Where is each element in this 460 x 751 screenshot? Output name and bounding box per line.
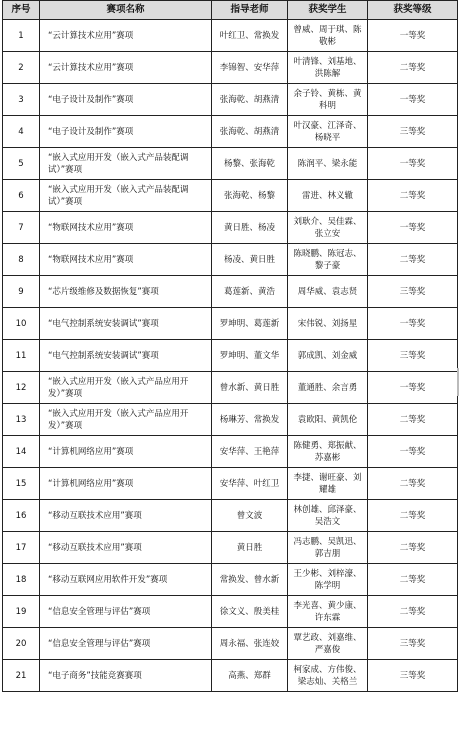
table-row [3, 500, 458, 532]
cell-award: 一等奖 [368, 372, 458, 404]
cell-students: 袁欧阳、黄凯伦 [288, 404, 368, 436]
cell-teachers: 张海乾、胡燕清 [212, 84, 288, 116]
table-row [3, 532, 458, 564]
cell-teachers: 黄日胜、杨凌 [212, 212, 288, 244]
table-row [3, 244, 458, 276]
cell-teachers: 杨凌、黄日胜 [212, 244, 288, 276]
cell-teachers: 罗坤明、董文华 [212, 340, 288, 372]
cell-project: “嵌入式应用开发（嵌入式产品应用开发）”赛项 [40, 372, 212, 404]
cell-no: 1 [3, 20, 40, 52]
cell-students: 叶汉豪、江泽奇、杨晓平 [288, 116, 368, 148]
cell-teachers: 高燕、郑群 [212, 660, 288, 692]
cell-students: 陈健勇、郑振献、苏嘉彬 [288, 436, 368, 468]
cell-teachers: 张海乾、胡燕清 [212, 116, 288, 148]
scroll-indicator [457, 368, 459, 396]
cell-award: 二等奖 [368, 468, 458, 500]
cell-award: 一等奖 [368, 148, 458, 180]
cell-award: 三等奖 [368, 340, 458, 372]
header-row [3, 1, 458, 20]
cell-no: 6 [3, 180, 40, 212]
cell-students: 陈晓鹏、陈冠志、黎子豪 [288, 244, 368, 276]
cell-no: 7 [3, 212, 40, 244]
cell-no: 11 [3, 340, 40, 372]
cell-no: 13 [3, 404, 40, 436]
cell-no: 17 [3, 532, 40, 564]
cell-award: 三等奖 [368, 628, 458, 660]
cell-students: 柯家成、方伟俊、梁志灿、关格兰 [288, 660, 368, 692]
table-row [3, 660, 458, 692]
cell-students: 刘耿介、吴佳霖、张立安 [288, 212, 368, 244]
cell-award: 二等奖 [368, 596, 458, 628]
cell-project: “嵌入式应用开发（嵌入式产品应用开发）”赛项 [40, 404, 212, 436]
award-table [2, 0, 458, 692]
cell-no: 12 [3, 372, 40, 404]
cell-award: 一等奖 [368, 212, 458, 244]
cell-no: 21 [3, 660, 40, 692]
cell-project: “嵌入式应用开发（嵌入式产品装配调试）”赛项 [40, 148, 212, 180]
cell-award: 二等奖 [368, 532, 458, 564]
cell-no: 5 [3, 148, 40, 180]
table-row [3, 564, 458, 596]
cell-project: “电子设计及制作”赛项 [40, 116, 212, 148]
cell-students: 周华威、袁志贤 [288, 276, 368, 308]
table-row [3, 340, 458, 372]
cell-no: 10 [3, 308, 40, 340]
cell-project: “移动互联网应用软件开发”赛项 [40, 564, 212, 596]
cell-teachers: 罗坤明、葛莲新 [212, 308, 288, 340]
table-row [3, 436, 458, 468]
cell-teachers: 曾水新、黄日胜 [212, 372, 288, 404]
cell-teachers: 安华萍、叶红卫 [212, 468, 288, 500]
table-row [3, 52, 458, 84]
cell-project: “电子商务”技能竞赛赛项 [40, 660, 212, 692]
cell-project: “移动互联技术应用”赛项 [40, 532, 212, 564]
cell-project: “电子设计及制作”赛项 [40, 84, 212, 116]
cell-teachers: 张海乾、杨黎 [212, 180, 288, 212]
cell-award: 二等奖 [368, 244, 458, 276]
cell-students: 陈润平、梁永能 [288, 148, 368, 180]
table-row [3, 276, 458, 308]
cell-teachers: 杨黎、张海乾 [212, 148, 288, 180]
table-row [3, 468, 458, 500]
table-body [3, 20, 458, 692]
table-row [3, 308, 458, 340]
cell-students: 王少彬、刘梓濠、陈学明 [288, 564, 368, 596]
cell-award: 二等奖 [368, 180, 458, 212]
cell-project: “电气控制系统安装调试”赛项 [40, 340, 212, 372]
cell-teachers: 叶红卫、常换发 [212, 20, 288, 52]
cell-no: 9 [3, 276, 40, 308]
cell-award: 三等奖 [368, 276, 458, 308]
cell-no: 18 [3, 564, 40, 596]
cell-teachers: 周永福、张连姣 [212, 628, 288, 660]
cell-project: “物联网技术应用”赛项 [40, 212, 212, 244]
cell-award: 二等奖 [368, 564, 458, 596]
cell-award: 一等奖 [368, 84, 458, 116]
cell-project: “信息安全管理与评估”赛项 [40, 596, 212, 628]
cell-teachers: 杨琳芳、常换发 [212, 404, 288, 436]
cell-project: “电气控制系统安装调试”赛项 [40, 308, 212, 340]
table-header [3, 1, 458, 20]
cell-students: 曾威、周于琪、陈敬彬 [288, 20, 368, 52]
cell-no: 14 [3, 436, 40, 468]
header-no: 序号 [3, 1, 40, 20]
cell-students: 覃艺政、刘嘉维、严嘉俊 [288, 628, 368, 660]
cell-no: 20 [3, 628, 40, 660]
table-row [3, 212, 458, 244]
cell-project: “云计算技术应用”赛项 [40, 20, 212, 52]
cell-no: 2 [3, 52, 40, 84]
cell-teachers: 李锦智、安华萍 [212, 52, 288, 84]
cell-no: 16 [3, 500, 40, 532]
cell-students: 雷进、林义辙 [288, 180, 368, 212]
cell-students: 李捷、谢旺豪、刘耀雄 [288, 468, 368, 500]
cell-teachers: 葛莲新、黄浩 [212, 276, 288, 308]
table-row [3, 628, 458, 660]
cell-no: 8 [3, 244, 40, 276]
cell-teachers: 徐文义、殷美桂 [212, 596, 288, 628]
cell-students: 董通胜、余言勇 [288, 372, 368, 404]
cell-students: 余子铃、黄栋、黄科明 [288, 84, 368, 116]
cell-no: 19 [3, 596, 40, 628]
cell-students: 冯志鹏、吴凯迅、郭吉朋 [288, 532, 368, 564]
cell-no: 3 [3, 84, 40, 116]
cell-teachers: 黄日胜 [212, 532, 288, 564]
cell-project: “云计算技术应用”赛项 [40, 52, 212, 84]
header-project: 赛项名称 [40, 1, 212, 20]
cell-award: 三等奖 [368, 660, 458, 692]
cell-award: 二等奖 [368, 500, 458, 532]
table-row [3, 404, 458, 436]
cell-project: “芯片级维修及数据恢复”赛项 [40, 276, 212, 308]
header-students: 获奖学生 [288, 1, 368, 20]
cell-project: “信息安全管理与评估”赛项 [40, 628, 212, 660]
cell-project: “嵌入式应用开发（嵌入式产品装配调试）”赛项 [40, 180, 212, 212]
cell-no: 15 [3, 468, 40, 500]
table-row [3, 372, 458, 404]
table-row [3, 180, 458, 212]
cell-students: 林创雄、邱泽豪、吴浩文 [288, 500, 368, 532]
cell-project: “物联网技术应用”赛项 [40, 244, 212, 276]
cell-award: 一等奖 [368, 20, 458, 52]
cell-no: 4 [3, 116, 40, 148]
cell-teachers: 曾文波 [212, 500, 288, 532]
cell-teachers: 常换发、曾水新 [212, 564, 288, 596]
cell-project: “计算机网络应用”赛项 [40, 436, 212, 468]
cell-students: 李光喜、黄少康、许东霖 [288, 596, 368, 628]
table-row [3, 148, 458, 180]
cell-award: 一等奖 [368, 308, 458, 340]
table-row [3, 116, 458, 148]
table-row [3, 596, 458, 628]
cell-award: 二等奖 [368, 404, 458, 436]
table-row [3, 84, 458, 116]
table-row [3, 20, 458, 52]
cell-teachers: 安华萍、王艳萍 [212, 436, 288, 468]
cell-award: 一等奖 [368, 436, 458, 468]
cell-award: 二等奖 [368, 52, 458, 84]
cell-students: 郭成凯、刘金威 [288, 340, 368, 372]
header-teachers: 指导老师 [212, 1, 288, 20]
cell-project: “移动互联技术应用”赛项 [40, 500, 212, 532]
cell-project: “计算机网络应用”赛项 [40, 468, 212, 500]
cell-students: 宋伟锐、刘扬星 [288, 308, 368, 340]
header-award: 获奖等级 [368, 1, 458, 20]
cell-award: 三等奖 [368, 116, 458, 148]
cell-students: 叶清锋、刘基地、洪陈解 [288, 52, 368, 84]
